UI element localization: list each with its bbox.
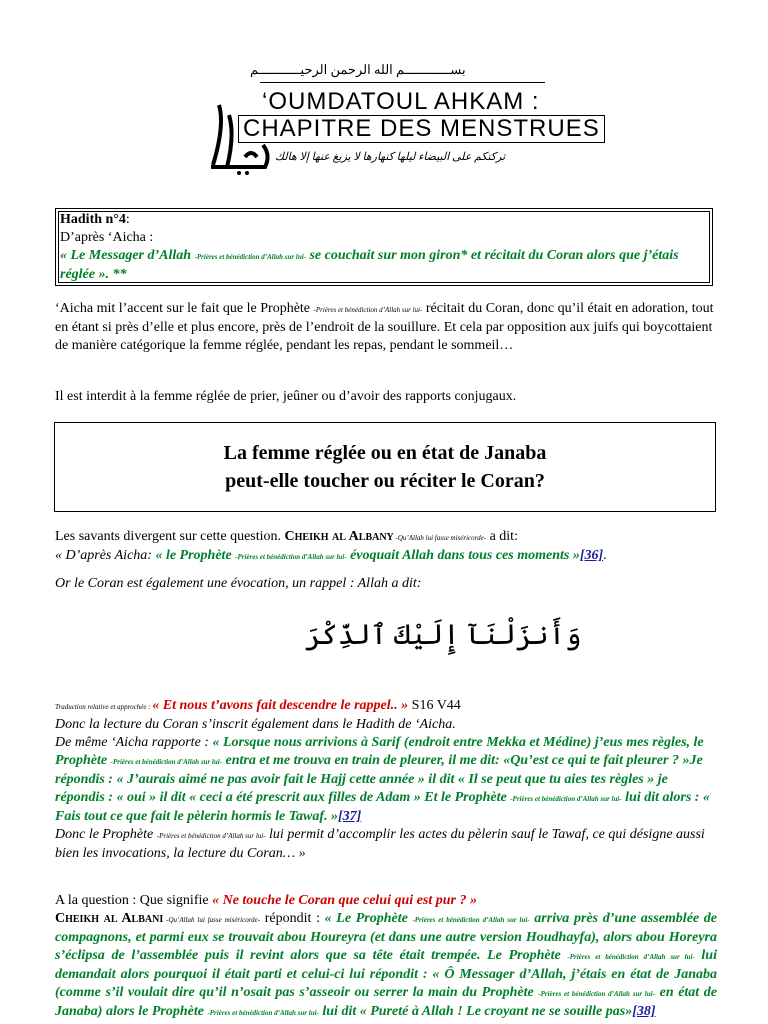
hadith-label-colon: : <box>125 212 130 227</box>
hadith-quote-start: « Le Messager d’Allah <box>60 248 195 263</box>
reference-link-38[interactable]: [38] <box>632 1004 656 1019</box>
donc-line: Donc la lecture du Coran s’inscrit également dans le Hadith de ‘Aicha. <box>55 717 456 732</box>
answer-part-4: en état de Janaba) alors le Prophète <box>55 985 717 1019</box>
basmala: بســــــــــــم الله الرحمن الرحيـــــــــــم <box>250 62 466 77</box>
salat-text: -Prières et bénédiction d’Allah sur lui- <box>412 916 530 924</box>
paragraph-1 <box>55 300 715 355</box>
hadith-source: D’après ‘Aicha : <box>60 230 154 245</box>
arabic-subtitle: تركتكم على البيضاء ليلها كنهارها لا يزيغ عنها إلا هالك <box>275 151 506 163</box>
sheikh-name-2: Cheikh al Albani <box>55 911 164 926</box>
repondit: répondit : <box>260 911 325 926</box>
quote-prophet: « le Prophète <box>155 548 236 563</box>
answer-part-2: arriva près d’une assemblée de compagnons, et parmi eux se trouvait abou Houreyra (et dans une autre version Houdhayfa), alors abou Horeyra s’éclipsa de l’assemblée puis il revint alors que sa tête était trempée. Le Prophète <box>55 911 717 963</box>
salat-text: -Prières et bénédiction d’Allah sur lui- <box>235 553 347 561</box>
header-rule <box>260 82 545 83</box>
translation-label: Traduction relative et approchée : <box>55 703 153 711</box>
answer-part-3: lui demandait alors pourquoi il était parti et celui-ci lui répondit : « Ô Messager d’Allah, j’étais en état de Janaba (comme s’il voulait dire qu’il n’osait pas s’asseoir ou serrer la main du Prophète <box>55 948 717 1000</box>
story-part-c: lui dit alors : « Fais tout ce que fait le pèlerin hormis le Tawaf. » <box>55 790 710 824</box>
salat-text: -Prières et bénédiction d’Allah sur lui- <box>156 832 266 840</box>
reference-link-37[interactable]: [37] <box>338 809 362 824</box>
salat-text: -Prières et bénédiction d’Allah sur lui- <box>110 758 223 766</box>
section-2 <box>55 892 717 1022</box>
salat-text: -Prières et bénédiction d’Allah sur lui- <box>538 990 656 998</box>
story-part-a: « Lorsque nous arrivions à Sarif (endroit entre Mekka et Médine) j’eus mes règles, le Prophète <box>55 735 704 768</box>
question-quote: « Ne touche le Coran que celui qui est pur ? » <box>212 893 477 908</box>
quran-verse: وَأَنزَلْنَآ إِلَيْكَ ٱلذِّكْرَ <box>305 620 582 651</box>
hadith-box <box>55 208 713 286</box>
hadith-label: Hadith n°4 <box>60 212 126 227</box>
question-box <box>54 422 716 512</box>
page-subtitle: CHAPITRE DES MENSTRUES <box>238 115 605 143</box>
quote-intro: « D’après Aicha: <box>55 548 156 563</box>
section1-intro: Les savants divergent sur cette question. <box>55 529 285 544</box>
salat-text: -Prières et bénédiction d’Allah sur lui- <box>194 253 306 261</box>
sheikh-name: Cheikh al Albany <box>284 529 394 544</box>
translation-ref: S16 V44 <box>408 698 461 713</box>
section-1 <box>55 528 717 593</box>
de-meme: De même ‘Aicha rapporte : <box>55 735 213 750</box>
salat-text: -Prières et bénédiction d’Allah sur lui- <box>567 953 695 961</box>
donc2-b: lui permit d’accomplir les actes du pèlerin sauf le Tawaf, ce qui désigne aussi bien les invocations, la lecture du Coran… » <box>55 827 705 861</box>
answer-part-1: « Le Prophète <box>324 911 413 926</box>
rahma-text-2: -Qu’Allah lui fasse miséricorde- <box>163 916 261 924</box>
answer-part-5: lui dit « Pureté à Allah ! Le croyant ne se souille pas» <box>318 1004 633 1019</box>
paragraph-2: Il est interdit à la femme réglée de prier, jeûner ou d’avoir des rapports conjugaux. <box>55 389 517 404</box>
para1-start: ‘Aicha mit l’accent sur le fait que le Prophète <box>55 301 314 316</box>
question-intro: A la question : Que signifie <box>55 893 213 908</box>
hadith-content <box>60 211 706 284</box>
reference-link-36[interactable]: [36] <box>579 548 604 563</box>
salat-text: -Prières et bénédiction d’Allah sur lui- <box>207 1009 319 1017</box>
question-line-2: peut-elle toucher ou réciter le Coran? <box>225 470 545 492</box>
quote-evocation: évoquait Allah dans tous ces moments » <box>346 548 580 563</box>
quote-dot: . <box>603 548 607 563</box>
salat-text: -Prières et bénédiction d’Allah sur lui- <box>313 306 423 314</box>
story-part-b: entra et me trouva en train de pleurer, il me dit: «Qu’est ce qui te fait pleurer ? »Je répondis : « J’aurais aimé ne pas avoir fait le Hajj cette année » il dit « Il se peut que tu aies tes règles » je répondis : « oui » il dit « ceci a été prescrit aux filles de Adam » Et le Prophète <box>55 753 703 805</box>
question-line-1: La femme réglée ou en état de Janaba <box>223 442 547 464</box>
coran-line: Or le Coran est également une évocation, un rappel : Allah a dit: <box>55 576 422 591</box>
donc2-a: Donc le Prophète <box>55 827 157 842</box>
translation-text: « Et nous t’avons fait descendre le rappel.. » <box>152 698 409 713</box>
hadith-quote-end: se couchait sur mon giron* et récitait du Coran alors que j’étais réglée ». ** <box>60 248 679 282</box>
rahma-text: -Qu’Allah lui fasse miséricorde- <box>393 534 487 542</box>
said-text: a dit: <box>486 529 518 544</box>
para1-end: récitait du Coran, donc qu’il était en adoration, tout en étant si près d’elle et plus encore, près de l’endroit de la souillure. Et cela par opposition aux juifs qui boycottaient de manière catégorique la femme réglée, pendant les repas, pendant le sommeil… <box>55 301 714 353</box>
salat-text: -Prières et bénédiction d’Allah sur lui- <box>510 795 622 803</box>
page-title: ‘OUMDATOUL AHKAM : <box>262 88 540 115</box>
section-1-continued <box>55 697 717 863</box>
